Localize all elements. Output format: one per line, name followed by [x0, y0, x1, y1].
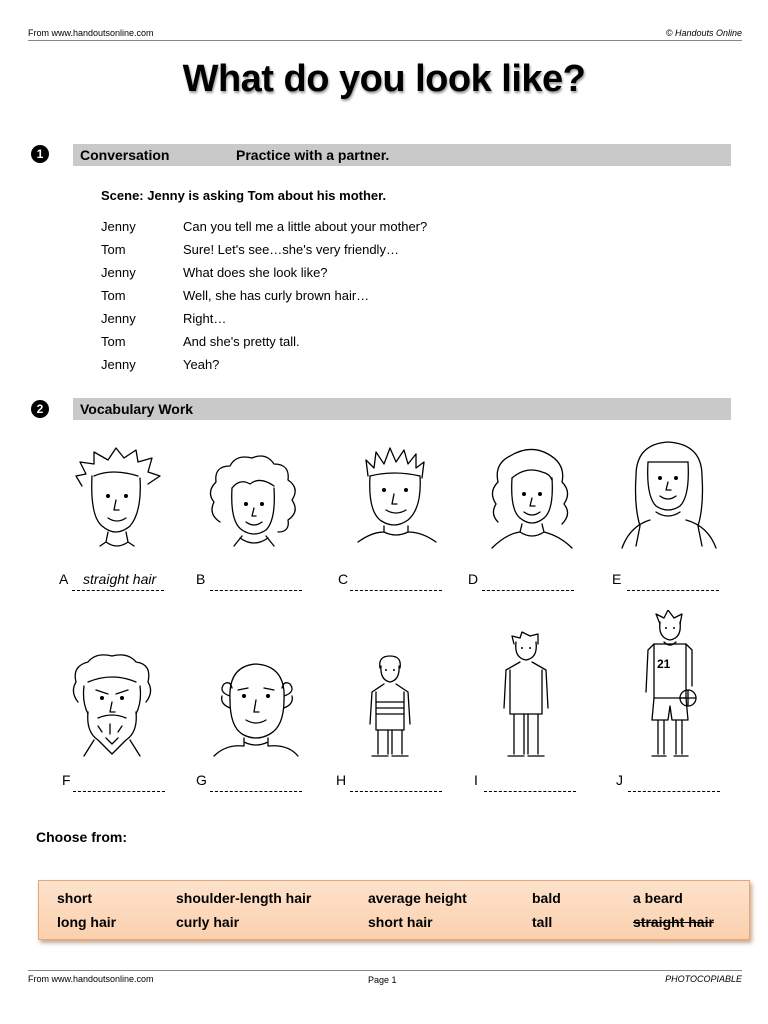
- answer-blank-c[interactable]: [350, 590, 442, 591]
- header-rule: [28, 40, 742, 41]
- word-bank-item: short hair: [368, 914, 433, 930]
- short-man-drawing: [364, 652, 416, 762]
- dialogue-line: Yeah?: [183, 357, 220, 372]
- item-label-a: A: [59, 571, 69, 587]
- footer-rule: [28, 970, 742, 971]
- dialogue-line: Can you tell me a little about your mother?: [183, 219, 428, 234]
- photocopiable-note: PHOTOCOPIABLE: [665, 974, 742, 984]
- item-label-g: G: [196, 772, 207, 788]
- page-title: What do you look like?: [182, 58, 586, 100]
- answer-blank-e[interactable]: [627, 590, 719, 591]
- jersey-number: 21: [657, 657, 671, 671]
- item-label-b: B: [196, 571, 206, 587]
- dialogue-speaker: Jenny: [101, 357, 136, 372]
- dialogue-line: And she's pretty tall.: [183, 334, 300, 349]
- section-1-number: 1: [31, 145, 49, 163]
- answer-blank-f[interactable]: [73, 791, 165, 792]
- answer-blank-b[interactable]: [210, 590, 302, 591]
- dialogue-speaker: Tom: [101, 288, 126, 303]
- answer-blank-j[interactable]: [628, 791, 720, 792]
- dialogue-speaker: Jenny: [101, 311, 136, 326]
- word-bank-item: tall: [532, 914, 553, 930]
- dialogue-line: Right…: [183, 311, 227, 326]
- dialogue-speaker: Jenny: [101, 219, 136, 234]
- word-bank-item: curly hair: [176, 914, 240, 930]
- item-label-h: H: [336, 772, 347, 788]
- section-1-heading: Conversation: [80, 147, 170, 163]
- section-1-instruction: Practice with a partner.: [236, 147, 390, 163]
- word-bank-item: shoulder-length hair: [176, 890, 312, 906]
- average-height-man-drawing: [500, 630, 552, 762]
- dialogue-speaker: Tom: [101, 334, 126, 349]
- answer-blank-g[interactable]: [210, 791, 302, 792]
- item-label-c: C: [338, 571, 349, 587]
- word-bank-item: a beard: [633, 890, 683, 906]
- dialogue-speaker: Jenny: [101, 265, 136, 280]
- item-label-d: D: [468, 571, 479, 587]
- item-label-f: F: [62, 772, 71, 788]
- header-source-text: From www.handoutsonline.com: [28, 28, 154, 38]
- dialogue-line: Well, she has curly brown hair…: [183, 288, 370, 303]
- section-2-bar: [73, 398, 731, 420]
- answer-a: straight hair: [83, 571, 157, 587]
- page-number: Page 1: [368, 975, 397, 985]
- tall-basketball-player-drawing: [640, 610, 700, 762]
- section-2-number: 2: [31, 400, 49, 418]
- word-bank-item: short: [57, 890, 92, 906]
- word-bank: [38, 880, 750, 940]
- answer-blank-h[interactable]: [350, 791, 442, 792]
- dialogue-line: What does she look like?: [183, 265, 328, 280]
- bearded-man-drawing: [70, 652, 154, 760]
- item-label-i: I: [474, 772, 478, 788]
- spiky-hair-man-drawing: [354, 446, 438, 544]
- word-bank-item: average height: [368, 890, 467, 906]
- dialogue-speaker: Tom: [101, 242, 126, 257]
- word-bank-item: long hair: [57, 914, 117, 930]
- answer-blank-a[interactable]: [72, 590, 164, 591]
- section-2-heading: Vocabulary Work: [80, 401, 194, 417]
- header-copyright: © Handouts Online: [665, 28, 742, 38]
- answer-blank-d[interactable]: [482, 590, 574, 591]
- messy-hair-boy-drawing: [72, 446, 162, 552]
- dialogue-line: Sure! Let's see…she's very friendly…: [183, 242, 399, 257]
- wavy-hair-woman-drawing: [486, 444, 576, 550]
- long-straight-hair-girl-drawing: [620, 436, 718, 550]
- word-bank-item: bald: [532, 890, 561, 906]
- section-1-bar: [73, 144, 731, 166]
- item-label-e: E: [612, 571, 622, 587]
- curly-hair-girl-drawing: [206, 452, 300, 552]
- bald-man-drawing: [208, 656, 306, 758]
- footer-source: From www.handoutsonline.com: [28, 974, 154, 984]
- choose-from-label: Choose from:: [36, 829, 127, 845]
- header-source: [28, 28, 154, 38]
- word-bank-item-struck: straight hair: [633, 914, 714, 930]
- scene-text: Scene: Jenny is asking Tom about his mother.: [101, 188, 387, 203]
- answer-blank-i[interactable]: [484, 791, 576, 792]
- item-label-j: J: [616, 772, 623, 788]
